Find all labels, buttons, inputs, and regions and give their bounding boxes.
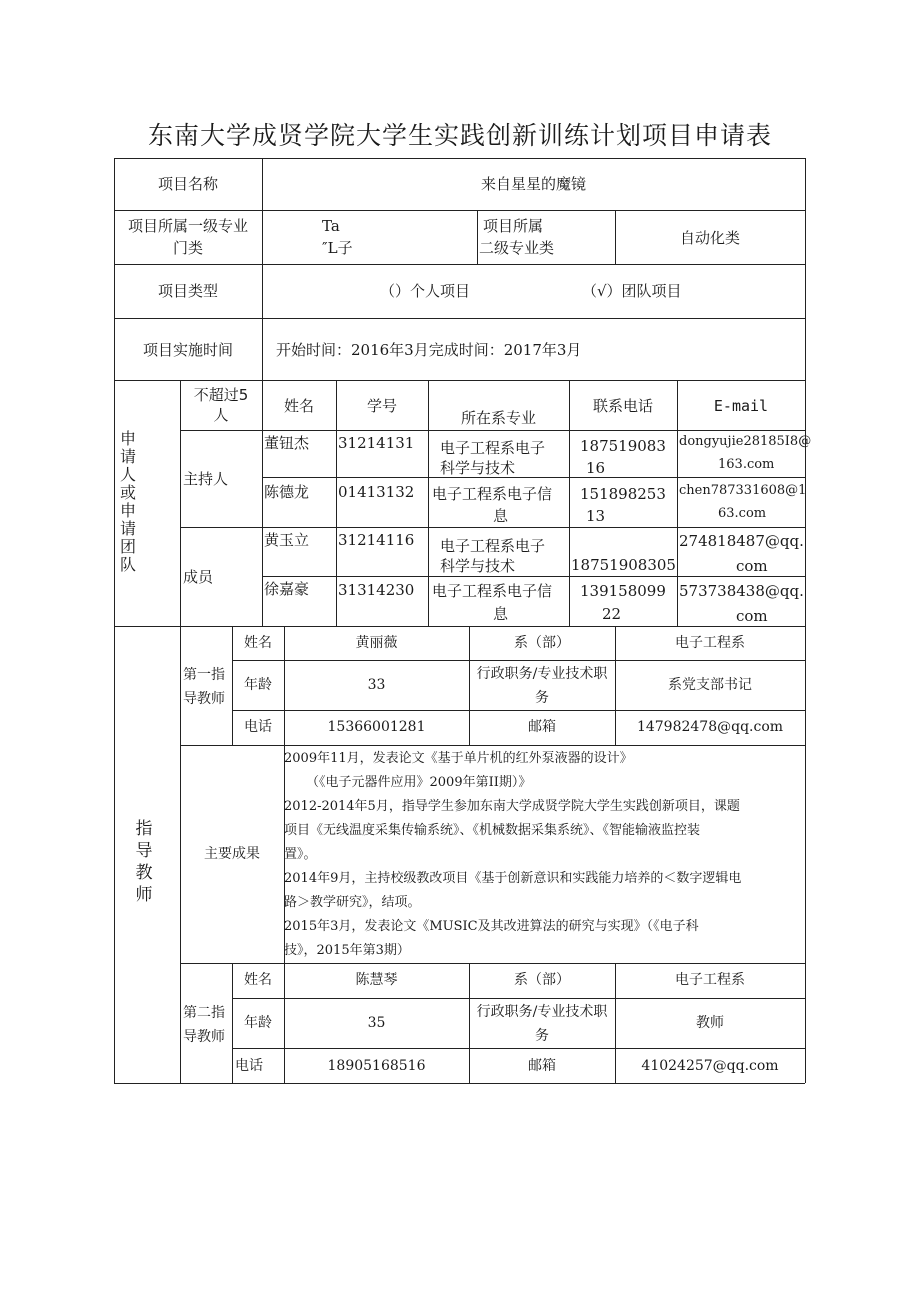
applicant-phone-line1: 18751908305 bbox=[571, 556, 676, 574]
first-advisor-name: 黄丽薇 bbox=[355, 635, 398, 651]
second-advisor-title-label-line1: 行政职务/专业技术职 bbox=[476, 1004, 608, 1020]
applicant-dept-line1: 电子工程系电子信 bbox=[432, 485, 553, 503]
category1-value-line2: ″L子 bbox=[322, 239, 353, 257]
applicant-id: 31214131 bbox=[338, 434, 415, 452]
applicant-name: 董钮杰 bbox=[264, 434, 310, 452]
project-type-label: 项目类型 bbox=[157, 282, 218, 300]
header-name: 姓名 bbox=[283, 397, 314, 415]
applicant-email-line2: com bbox=[736, 557, 768, 575]
applicant-email-line1: chen787331608@1 bbox=[679, 483, 807, 498]
second-advisor-dept-label: 系（部） bbox=[514, 972, 570, 988]
applicant-phone-line1: 151898253 bbox=[580, 485, 666, 503]
achievement-line: 技》，2015年第3期） bbox=[284, 943, 410, 958]
applicant-phone-line1: 187519083 bbox=[580, 437, 666, 455]
second-advisor-dept: 电子工程系 bbox=[675, 972, 745, 988]
applicant-dept-line1: 电子工程系电子 bbox=[440, 537, 546, 555]
second-advisor-phone-label: 电话 bbox=[235, 1058, 263, 1074]
applicant-dept-line2: 息 bbox=[493, 605, 509, 623]
applicant-phone-line2: 22 bbox=[602, 605, 622, 623]
first-advisor-email: 147982478@qq.com bbox=[636, 719, 784, 735]
member-limit-line1: 不超过5 bbox=[193, 386, 249, 404]
first-advisor-label-line2: 导教师 bbox=[183, 691, 225, 707]
applicant-email-line2: 63.com bbox=[718, 506, 767, 521]
type-individual-option: （）个人项目 bbox=[380, 282, 471, 300]
project-name-value: 来自星星的魔镜 bbox=[480, 175, 586, 193]
member-limit-line2: 人 bbox=[213, 406, 229, 424]
achievements-label: 主要成果 bbox=[204, 846, 260, 862]
second-advisor-age: 35 bbox=[367, 1015, 386, 1031]
applicant-id: 31314230 bbox=[338, 581, 415, 599]
first-advisor-dept: 电子工程系 bbox=[675, 635, 745, 651]
applicant-email-line1: dongyujie28185I8@ bbox=[679, 434, 812, 449]
second-advisor-phone: 18905168516 bbox=[327, 1058, 426, 1074]
first-advisor-title-label-line2: 务 bbox=[535, 690, 549, 706]
second-advisor-label-line1: 第二指 bbox=[183, 1005, 225, 1021]
applicant-email-line1: 573738438@qq. bbox=[679, 582, 804, 600]
applicants-section-label: 申请人或申请团队 bbox=[119, 429, 136, 574]
page-title: 东南大学成贤学院大学生实践创新训练计划项目申请表 bbox=[147, 121, 772, 150]
applicant-email-line2: 163.com bbox=[718, 457, 775, 472]
applicant-phone-line2: 16 bbox=[586, 459, 606, 477]
achievement-line: 2012-2014年5月，指导学生参加东南大学成贤学院大学生实践创新项目，课题 bbox=[284, 799, 740, 814]
header-email: E-mail bbox=[713, 397, 769, 415]
applicant-dept-line1: 电子工程系电子信 bbox=[432, 582, 553, 600]
category2-value: 自动化类 bbox=[679, 229, 740, 247]
applicant-email-line1: 274818487@qq. bbox=[679, 532, 804, 550]
advisors-section-label: 指导教师 bbox=[135, 819, 153, 905]
first-advisor-email-label: 邮箱 bbox=[528, 719, 556, 735]
applicant-dept-line2: 科学与技术 bbox=[440, 557, 516, 575]
first-advisor-phone-label: 电话 bbox=[244, 719, 272, 735]
category2-label-line1: 项目所属 bbox=[483, 217, 544, 235]
applicant-dept-line2: 息 bbox=[493, 507, 509, 525]
first-advisor-age: 33 bbox=[367, 677, 386, 693]
applicant-email-line2: com bbox=[736, 607, 768, 625]
header-phone: 联系电话 bbox=[592, 397, 653, 415]
first-advisor-dept-label: 系（部） bbox=[514, 635, 570, 651]
first-advisor-name-label: 姓名 bbox=[244, 635, 272, 651]
type-team-option: （√）团队项目 bbox=[582, 282, 682, 300]
second-advisor-email: 41024257@qq.com bbox=[641, 1058, 779, 1074]
applicant-name: 徐嘉豪 bbox=[264, 580, 310, 598]
category1-label-line2: 门类 bbox=[172, 239, 203, 257]
applicant-name: 陈德龙 bbox=[264, 483, 310, 501]
applicant-dept-line2: 科学与技术 bbox=[440, 459, 516, 477]
category2-label-line2: 二级专业类 bbox=[479, 239, 555, 257]
project-time-label: 项目实施时间 bbox=[142, 341, 233, 359]
second-advisor-email-label: 邮箱 bbox=[528, 1058, 556, 1074]
achievement-line: 2014年9月，主持校级教改项目《基于创新意识和实践能力培养的＜数字逻辑电 bbox=[284, 871, 742, 886]
member-label: 成员 bbox=[183, 568, 214, 586]
header-student-id: 学号 bbox=[366, 397, 397, 415]
achievement-line: 置》。 bbox=[284, 847, 317, 862]
achievement-line: 路＞教学研究》，结项。 bbox=[284, 895, 421, 910]
second-advisor-label-line2: 导教师 bbox=[183, 1029, 225, 1045]
applicant-phone-line2: 13 bbox=[586, 507, 606, 525]
achievements-list bbox=[284, 747, 804, 963]
applicant-phone-line1: 139158099 bbox=[580, 582, 666, 600]
category1-label-line1: 项目所属一级专业 bbox=[127, 217, 248, 235]
host-label: 主持人 bbox=[183, 470, 229, 488]
first-advisor-label-line1: 第一指 bbox=[183, 667, 225, 683]
applicant-id: 01413132 bbox=[338, 483, 415, 501]
second-advisor-name: 陈慧琴 bbox=[355, 972, 398, 988]
first-advisor-title-label-line1: 行政职务/专业技术职 bbox=[476, 666, 608, 682]
header-department: 所在系专业 bbox=[460, 409, 536, 427]
achievement-line: 2009年11月，发表论文《基于单片机的红外泵液器的设计》 bbox=[284, 751, 633, 766]
second-advisor-title: 教师 bbox=[696, 1015, 724, 1031]
first-advisor-age-label: 年龄 bbox=[244, 677, 272, 693]
applicant-id: 31214116 bbox=[338, 531, 415, 549]
achievement-line: 项目《无线温度采集传输系统》、《机械数据采集系统》、《智能输液监控装 bbox=[284, 823, 701, 838]
project-name-label: 项目名称 bbox=[157, 175, 218, 193]
first-advisor-title: 系党支部书记 bbox=[668, 677, 752, 693]
achievement-line: 2015年3月，发表论文《MUSIC及其改进算法的研究与实现》（《电子科 bbox=[284, 919, 699, 934]
first-advisor-phone: 15366001281 bbox=[327, 719, 426, 735]
second-advisor-name-label: 姓名 bbox=[244, 972, 272, 988]
project-time-value: 开始时间：2016年3月完成时间：2017年3月 bbox=[276, 341, 582, 359]
category1-value-line1: Ta bbox=[322, 217, 340, 235]
second-advisor-title-label-line2: 务 bbox=[535, 1028, 549, 1044]
applicant-dept-line1: 电子工程系电子 bbox=[440, 439, 546, 457]
second-advisor-age-label: 年龄 bbox=[244, 1015, 272, 1031]
applicant-name: 黄玉立 bbox=[264, 531, 310, 549]
achievement-line: （《电子元器件应用》2009年第II期）》 bbox=[306, 775, 532, 790]
